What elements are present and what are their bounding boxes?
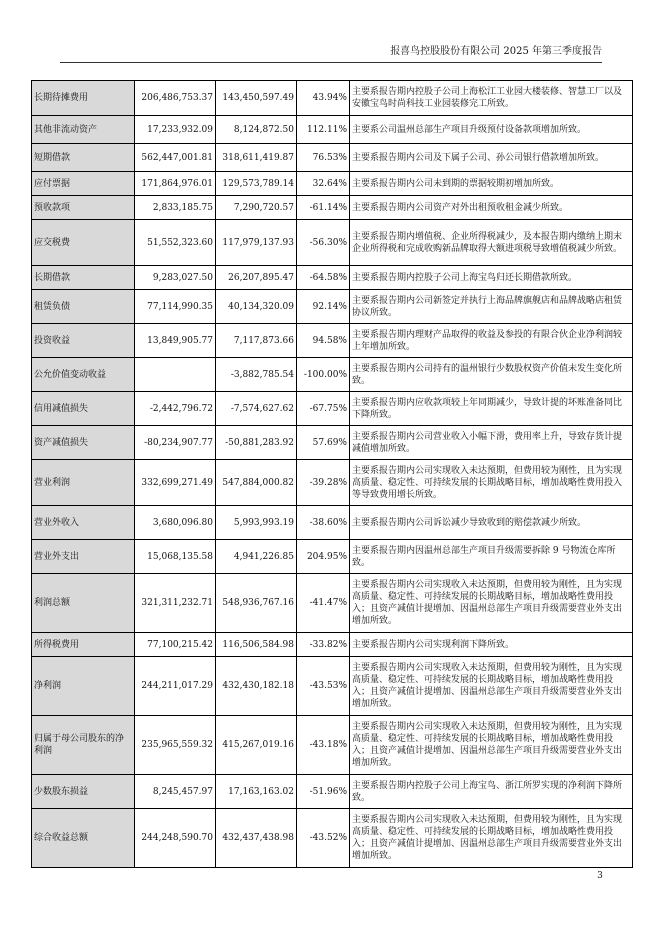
row-item-label: 营业外支出	[32, 540, 135, 574]
row-current-value: 3,680,096.80	[135, 506, 216, 540]
row-previous-value: 117,979,137.93	[216, 220, 297, 266]
row-previous-value: 26,207,895.47	[216, 266, 297, 290]
row-previous-value: 415,267,019.16	[216, 716, 297, 775]
row-item-label: 所得税费用	[32, 633, 135, 657]
row-previous-value: -3,882,785.54	[216, 358, 297, 392]
table-row	[32, 266, 633, 290]
row-current-value: 244,248,590.70	[135, 809, 216, 868]
row-previous-value: 432,437,438.98	[216, 809, 297, 868]
table-row	[32, 426, 633, 460]
table-row	[32, 809, 633, 868]
row-previous-value: 4,941,226.85	[216, 540, 297, 574]
table-row	[32, 716, 633, 775]
row-change-reason: 主要系报告期内公司实现收入未达预期，但费用较为刚性，且为实现高质量、稳定性、可持续发展的长期战略目标，增加战略性费用投入等导致费用增长所致。	[350, 460, 633, 506]
row-item-label: 预收款项	[32, 196, 135, 220]
table-row	[32, 775, 633, 809]
row-change-percent: -64.58%	[297, 266, 350, 290]
row-item-label: 信用减值损失	[32, 392, 135, 426]
row-change-reason: 主要系报告期内公司未到期的票据较期初增加所致。	[350, 172, 633, 196]
table-body	[32, 81, 633, 868]
row-change-percent: -43.53%	[297, 657, 350, 716]
row-current-value: 9,283,027.50	[135, 266, 216, 290]
row-item-label: 短期借款	[32, 144, 135, 172]
table-row	[32, 324, 633, 358]
row-change-percent: -61.14%	[297, 196, 350, 220]
row-change-percent: -67.75%	[297, 392, 350, 426]
row-current-value: -2,442,796.72	[135, 392, 216, 426]
table-row	[32, 506, 633, 540]
table-row	[32, 172, 633, 196]
row-current-value: 13,849,905.77	[135, 324, 216, 358]
row-current-value: 77,114,990.35	[135, 290, 216, 324]
row-current-value: 244,211,017.29	[135, 657, 216, 716]
row-current-value: 17,233,932.09	[135, 116, 216, 144]
row-current-value: 171,864,976.01	[135, 172, 216, 196]
row-current-value: 77,100,215.42	[135, 633, 216, 657]
row-previous-value: 116,506,584.98	[216, 633, 297, 657]
row-current-value: -80,234,907.77	[135, 426, 216, 460]
row-item-label: 应交税费	[32, 220, 135, 266]
row-change-reason: 主要系报告期内公司持有的温州银行少数股权资产价值未发生变化所致。	[350, 358, 633, 392]
row-change-reason: 主要系报告期内控股子公司上海宝鸟、浙江所罗实现的净利润下降所致。	[350, 775, 633, 809]
row-item-label: 长期借款	[32, 266, 135, 290]
table-row	[32, 220, 633, 266]
row-change-reason: 主要系报告期内公司实现收入未达预期，但费用较为刚性，且为实现高质量、稳定性、可持续发展的长期战略目标，增加战略性费用投入；且资产减值计提增加、因温州总部生产项目升级需要营业外支出增加所致。	[350, 574, 633, 633]
row-previous-value: 129,573,789.14	[216, 172, 297, 196]
row-item-label: 营业外收入	[32, 506, 135, 540]
row-change-reason: 主要系报告期内公司实现收入未达预期，但费用较为刚性，且为实现高质量、稳定性、可持续发展的长期战略目标，增加战略性费用投入；且资产减值计提增加、因温州总部生产项目升级需要营业外支出增加所致。	[350, 657, 633, 716]
row-change-percent: -43.52%	[297, 809, 350, 868]
row-item-label: 长期待摊费用	[32, 81, 135, 116]
row-change-reason: 主要系报告期内因温州总部生产项目升级需要拆除 9 号物流仓库所致。	[350, 540, 633, 574]
row-item-label: 租赁负债	[32, 290, 135, 324]
row-current-value: 51,552,323.60	[135, 220, 216, 266]
row-change-percent: 43.94%	[297, 81, 350, 116]
row-change-percent: -43.18%	[297, 716, 350, 775]
row-item-label: 公允价值变动收益	[32, 358, 135, 392]
row-current-value: 206,486,753.37	[135, 81, 216, 116]
row-current-value	[135, 358, 216, 392]
row-previous-value: 40,134,320.09	[216, 290, 297, 324]
row-item-label: 归属于母公司股东的净利润	[32, 716, 135, 775]
page-header: 报喜鸟控股股份有限公司 2025 年第三季度报告	[390, 46, 602, 57]
row-item-label: 少数股东损益	[32, 775, 135, 809]
page-number: 3	[597, 871, 603, 881]
row-change-percent: 92.14%	[297, 290, 350, 324]
row-change-reason: 主要系报告期内公司实现收入未达预期，但费用较为刚性，且为实现高质量、稳定性、可持续发展的长期战略目标，增加战略性费用投入；且资产减值计提增加、因温州总部生产项目升级需要营业外支出增加所致。	[350, 716, 633, 775]
table-row	[32, 290, 633, 324]
row-previous-value: 5,993,993.19	[216, 506, 297, 540]
row-change-percent: -51.96%	[297, 775, 350, 809]
row-item-label: 投资收益	[32, 324, 135, 358]
row-previous-value: 548,936,767.16	[216, 574, 297, 633]
table-row	[32, 657, 633, 716]
row-previous-value: 547,884,000.82	[216, 460, 297, 506]
row-change-reason: 主要系报告期内公司营业收入小幅下滑，费用率上升，导致存货计提减值增加所致。	[350, 426, 633, 460]
row-current-value: 2,833,185.75	[135, 196, 216, 220]
financial-change-table	[31, 80, 633, 868]
table-row	[32, 116, 633, 144]
row-change-reason: 主要系报告期内理财产品取得的收益及参投的有限合伙企业净利润较上年增加所致。	[350, 324, 633, 358]
row-change-percent: 204.95%	[297, 540, 350, 574]
row-item-label: 净利润	[32, 657, 135, 716]
header-divider	[60, 62, 602, 63]
row-change-reason: 主要系报告期内公司实现利润下降所致。	[350, 633, 633, 657]
row-current-value: 332,699,271.49	[135, 460, 216, 506]
row-current-value: 15,068,135.58	[135, 540, 216, 574]
row-item-label: 利润总额	[32, 574, 135, 633]
table-row	[32, 358, 633, 392]
row-change-reason: 主要系报告期内应收款项较上年同期减少，导致计提的坏账准备同比下降所致。	[350, 392, 633, 426]
table-row	[32, 540, 633, 574]
row-previous-value: 143,450,597.49	[216, 81, 297, 116]
row-change-percent: 112.11%	[297, 116, 350, 144]
table-row	[32, 144, 633, 172]
row-previous-value: 432,430,182.18	[216, 657, 297, 716]
row-previous-value: 7,117,873.66	[216, 324, 297, 358]
row-item-label: 应付票据	[32, 172, 135, 196]
row-change-percent: -100.00%	[297, 358, 350, 392]
table-row	[32, 392, 633, 426]
row-previous-value: 7,290,720.57	[216, 196, 297, 220]
table-row	[32, 460, 633, 506]
row-change-percent: -38.60%	[297, 506, 350, 540]
row-change-reason: 主要系报告期内公司及下属子公司、孙公司银行借款增加所致。	[350, 144, 633, 172]
row-change-percent: 94.58%	[297, 324, 350, 358]
row-current-value: 235,965,559.32	[135, 716, 216, 775]
row-change-percent: 57.69%	[297, 426, 350, 460]
row-change-percent: 76.53%	[297, 144, 350, 172]
row-item-label: 资产减值损失	[32, 426, 135, 460]
row-previous-value: 17,163,163.02	[216, 775, 297, 809]
row-change-percent: -39.28%	[297, 460, 350, 506]
row-change-percent: 32.64%	[297, 172, 350, 196]
table-row	[32, 633, 633, 657]
row-change-reason: 主要系报告期内控股子公司上海宝鸟归还长期借款所致。	[350, 266, 633, 290]
table-row	[32, 574, 633, 633]
row-current-value: 321,311,232.71	[135, 574, 216, 633]
row-change-reason: 主要系报告期内增值税、企业所得税减少，及本报告期内缴纳上期末企业所得税和完成收购新品牌取得大额进项税导致增值税减少所致。	[350, 220, 633, 266]
row-previous-value: 8,124,872.50	[216, 116, 297, 144]
row-change-reason: 主要系公司温州总部生产项目升级预付设备款项增加所致。	[350, 116, 633, 144]
row-change-reason: 主要系报告期内公司诉讼减少导致收到的赔偿款减少所致。	[350, 506, 633, 540]
row-change-reason: 主要系报告期内控股子公司上海松江工业园大楼装修、智慧工厂以及安徽宝鸟时尚科技工业园装修完工所致。	[350, 81, 633, 116]
row-current-value: 8,245,457.97	[135, 775, 216, 809]
row-item-label: 综合收益总额	[32, 809, 135, 868]
row-change-reason: 主要系报告期内公司实现收入未达预期，但费用较为刚性，且为实现高质量、稳定性、可持续发展的长期战略目标，增加战略性费用投入；且资产减值计提增加、因温州总部生产项目升级需要营业外支出增加所致。	[350, 809, 633, 868]
row-change-reason: 主要系报告期内公司新签定并执行上海品牌旗舰店和品牌战略店租赁协议所致。	[350, 290, 633, 324]
row-item-label: 营业利润	[32, 460, 135, 506]
table-row	[32, 81, 633, 116]
row-change-percent: -41.47%	[297, 574, 350, 633]
row-change-percent: -33.82%	[297, 633, 350, 657]
row-previous-value: 318,611,419.87	[216, 144, 297, 172]
table-row	[32, 196, 633, 220]
row-previous-value: -50,881,283.92	[216, 426, 297, 460]
row-previous-value: -7,574,627.62	[216, 392, 297, 426]
row-change-reason: 主要系报告期内公司资产对外出租预收租金减少所致。	[350, 196, 633, 220]
row-current-value: 562,447,001.81	[135, 144, 216, 172]
row-item-label: 其他非流动资产	[32, 116, 135, 144]
row-change-percent: -56.30%	[297, 220, 350, 266]
